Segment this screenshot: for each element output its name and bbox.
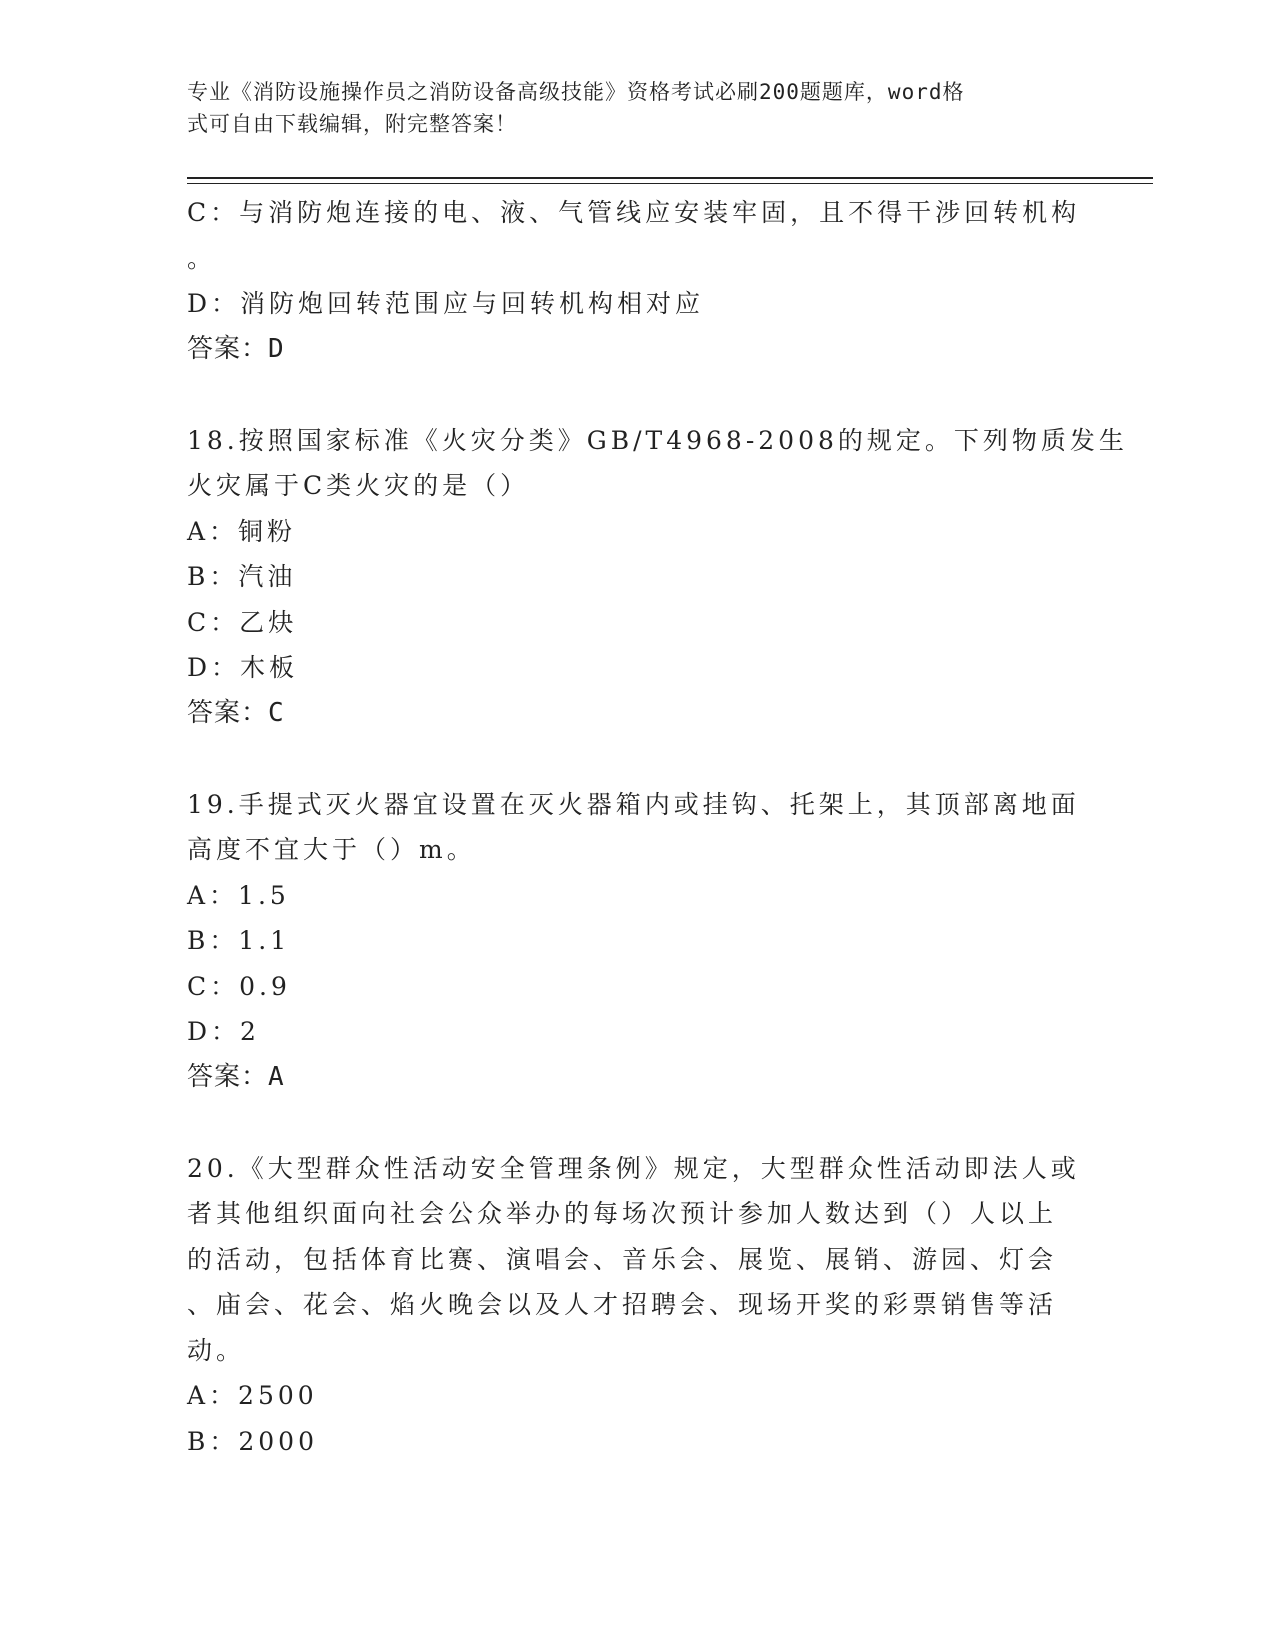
answer: 答案：C (187, 697, 285, 728)
header-line-1: 专业《消防设施操作员之消防设备高级技能》资格考试必刷200题题库，word格 (187, 80, 965, 104)
option-b: B：1.1 (187, 926, 291, 955)
question-stem-continued: 高度不宜大于（）m。 (187, 835, 476, 864)
option-d: D：2 (187, 1017, 260, 1046)
header-divider-thick (187, 177, 1153, 179)
header-line-2: 式可自由下载编辑，附完整答案！ (187, 112, 517, 136)
question-stem: 19.手提式灭火器宜设置在灭火器箱内或挂钩、托架上，其顶部离地面 (187, 789, 1080, 819)
question-stem: 18.按照国家标准《火灾分类》GB/T4968-2008的规定。下列物质发生 (187, 425, 1128, 455)
question-stem-continued: 动。 (187, 1335, 246, 1365)
document-header (187, 76, 1067, 140)
question-gap (187, 1100, 1087, 1146)
option-a: A：铜粉 (187, 516, 297, 546)
question-stem-continued: 者其他组织面向社会公众举办的每场次预计参加人数达到（）人以上 (187, 1199, 1058, 1228)
option-c: C：与消防炮连接的电、液、气管线应安装牢固，且不得干涉回转机构 (187, 198, 1081, 227)
question-20 (187, 1146, 1087, 1465)
question-stem-continued: 、庙会、花会、焰火晚会以及人才招聘会、现场开奖的彩票销售等活 (187, 1290, 1058, 1319)
question-stem-continued: 火灾属于C类火灾的是（） (187, 471, 530, 500)
question-17-tail (187, 190, 1087, 372)
option-a: A：2500 (187, 1381, 318, 1410)
question-content (187, 190, 1128, 1464)
answer: 答案：D (187, 333, 285, 364)
header-divider-thin (187, 183, 1153, 184)
option-d: D：消防炮回转范围应与回转机构相对应 (187, 289, 705, 318)
option-c: C：乙炔 (187, 607, 298, 637)
answer: 答案：A (187, 1061, 285, 1092)
question-stem-continued: 的活动，包括体育比赛、演唱会、音乐会、展览、展销、游园、灯会 (187, 1244, 1058, 1274)
option-b: B：汽油 (187, 562, 297, 591)
question-19 (187, 782, 1087, 1101)
option-c-continued: 。 (187, 243, 217, 273)
option-a: A：1.5 (187, 880, 290, 910)
option-c: C：0.9 (187, 971, 291, 1001)
option-b: B：2000 (187, 1426, 318, 1456)
question-gap (187, 372, 1087, 418)
question-gap (187, 736, 1087, 782)
option-d: D：木板 (187, 653, 299, 682)
question-stem: 20.《大型群众性活动安全管理条例》规定，大型群众性活动即法人或 (187, 1153, 1080, 1183)
question-18 (187, 418, 1128, 737)
